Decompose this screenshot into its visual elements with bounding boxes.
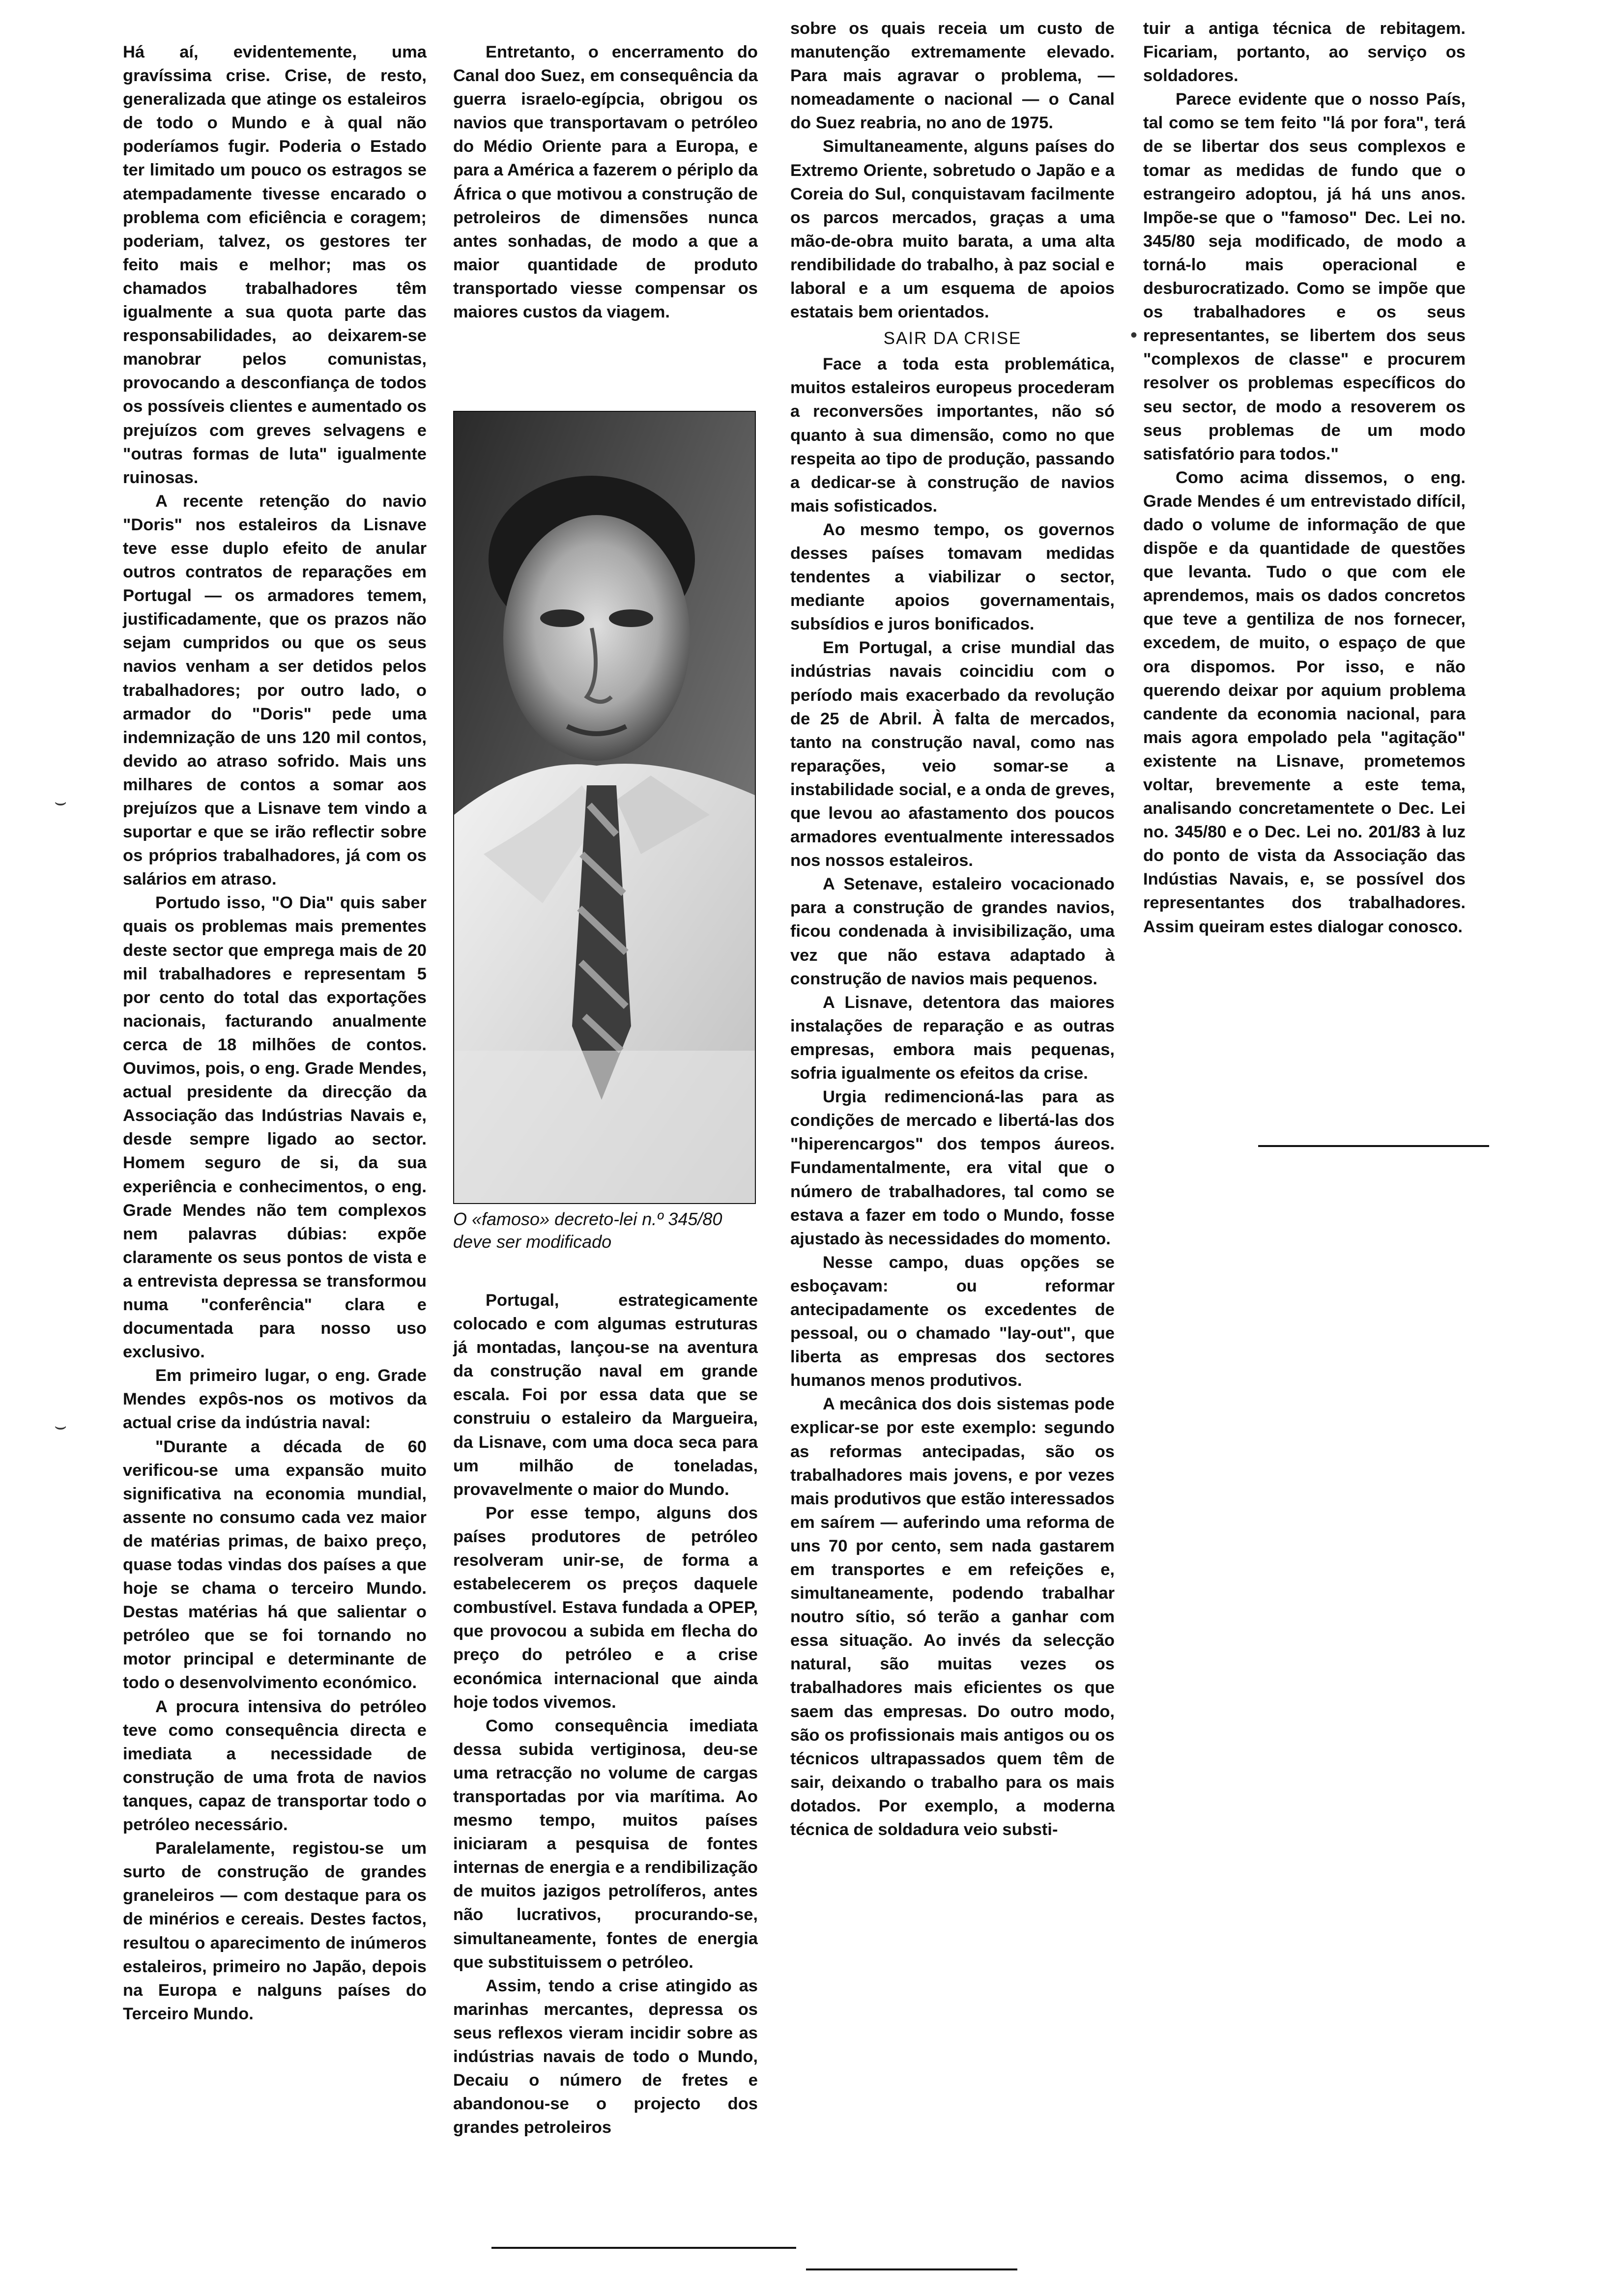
paragraph: A procura intensiva do petróleo teve como consequência directa e imediata a necessidade de construção de uma frota de navios tanques, capaz de transportar todo o petróleo necessário. bbox=[123, 1697, 427, 1835]
paragraph: Assim, tendo a crise atingido as marinhas mercantes, depressa os seus reflexos vieram incidir sobre as indústrias navais de todo o Mundo, Decaiu o número de fretes e abandonou-se o projecto dos grandes petroleiros bbox=[453, 1976, 758, 2137]
paragraph: Parece evidente que o nosso País, tal como se tem feito "lá por fora", terá de se libertar dos seus complexos e tomar as medidas de fundo que o estrangeiro adoptou, já há uns anos. Impõe-se que o "famoso" Dec. Lei no. 345/80 seja modificado, de modo a torná-lo mais operacional e desburocratizado. Como se impõe que os trabalhadores e os seus representantes, se libertem dos seus "complexos de classe" e procurem resolver os problemas específicos do seu sector, de modo a resoverem os seus problemas de um modo satisfatório para todos." bbox=[1143, 90, 1466, 463]
paragraph: Face a toda esta problemática, muitos estaleiros europeus procederam a reconversões importantes, não só quanto à sua dimensão, como no que respeita ao tipo de produção, passando a dedicar-se à construção de navios mais sofisticados. bbox=[790, 355, 1115, 516]
paragraph: A mecânica dos dois sistemas pode explicar-se por este exemplo: segundo as reformas antecipadas, são os trabalhadores mais jovens, e por vezes mais produtivos que estão interessados em saírem — auferindo uma reforma de uns 70 por cento, sem nada gastarem em transportes e em refeições e, simultaneamente, podendo trabalhar noutro sítio, só terão a ganhar com essa situação. Ao invés da selecção natural, são muitas vezes os trabalhadores mais eficientes os que saem das empresas. Do outro modo, são os profissionais mais antigos ou os técnicos ultrapassados quem têm de sair, deixando o trabalho para os mais dotados. Por exemplo, a moderna técnica de soldadura veio substi- bbox=[790, 1395, 1115, 1839]
paragraph: Em primeiro lugar, o eng. Grade Mendes expôs-nos os motivos da actual crise da indústria naval: bbox=[123, 1366, 427, 1433]
margin-mark: • bbox=[1130, 324, 1138, 346]
paragraph: Paralelamente, registou-se um surto de construção de grandes graneleiros — com destaque para os de minérios e cereais. Destes factos, resultou o aparecimento de inúmeros estaleiros, primeiro no Japão, depois na Europa e nalguns países do Terceiro Mundo. bbox=[123, 1839, 427, 2023]
portrait-photo-graphic bbox=[454, 412, 755, 1203]
article-column-4 bbox=[1143, 17, 1466, 939]
margin-mark: ⌣ bbox=[54, 791, 67, 813]
paragraph: Portudo isso, "O Dia" quis saber quais os problemas mais prementes deste sector que emprega mais de 20 mil trabalhadores e representam 5 por cento do total das exportações nacionais, facturando anualmente cerca de 18 milhões de contos. Ouvimos, pois, o eng. Grade Mendes, actual presidente da direcção da Associação das Indústrias Navais e, desde sempre ligado ao sector. Homem seguro de si, da sua experiência e conhecimentos, o eng. Grade Mendes não tem complexos nem palavras dúbias: expõe claramente os seus pontos de vista e a entrevista depressa se transformou numa "conferência" clara e documentada para nosso uso exclusivo. bbox=[123, 893, 427, 1362]
portrait-photo bbox=[453, 411, 756, 1204]
article-column-2-bottom bbox=[453, 1289, 758, 2139]
article-column-3 bbox=[790, 17, 1115, 1841]
paragraph: A recente retenção do navio "Doris" nos estaleiros da Lisnave teve esse duplo efeito de anular outros contratos de reparações em Portugal — os armadores temem, justificadamente, que os prazos não sejam cumpridos ou que os seus navios venham a ser detidos pelos trabalhadores; por outro lado, o armador do "Doris" pede uma indemnização de uns 120 mil contos, devido ao atraso sofrido. Mais uns milhares de contos a somar aos prejuízos que a Lisnave tem vindo a suportar e que se irão reflectir sobre os próprios trabalhadores, já com os salários em atraso. bbox=[123, 491, 427, 889]
bottom-rule bbox=[806, 2268, 1017, 2270]
paragraph: Por esse tempo, alguns dos países produtores de petróleo resolveram unir-se, de forma a estabelecerem os preços daquele combustível. Estava fundada a OPEP, que provocou a subida em flecha do preço do petróleo e a crise económica internacional que ainda hoje todos vivemos. bbox=[453, 1503, 758, 1712]
paragraph: A Lisnave, detentora das maiores instalações de reparação e as outras empresas, embora mais pequenas, sofria igualmente os efeitos da crise. bbox=[790, 993, 1115, 1083]
paragraph: "Durante a década de 60 verificou-se uma expansão muito significativa na economia mundial, assente no consumo cada vez maior de matérias primas, de baixo preço, quase todas vindas dos países a que hoje se chama o terceiro Mundo. Destas matérias há que salientar o petróleo que se foi tornando no motor principal e determinante de todo o desenvolvimento económico. bbox=[123, 1437, 427, 1693]
paragraph: Simultaneamente, alguns países do Extremo Oriente, sobretudo o Japão e a Coreia do Sul, conquistavam facilmente os parcos mercados, graças a uma mão-de-obra muito barata, a uma alta rendibilidade do trabalho, à paz social e laboral e a um esquema de apoios estatais bem orientados. bbox=[790, 137, 1115, 322]
section-subhead: SAIR DA CRISE bbox=[883, 329, 1022, 348]
paragraph: Há aí, evidentemente, uma gravíssima crise. Crise, de resto, generalizada que atinge os estaleiros de todo o Mundo e à qual não poderíamos fugir. Poderia o Estado ter limitado um pouco os estragos se atempadamente tivesse encarado o problema com eficiência e coragem; poderiam, talvez, os gestores ter feito mais e melhor; mas os chamados trabalhadores têm igualmente a sua quota parte das responsabilidades, ao deixarem-se manobrar pelos comunistas, provocando a desconfiança de todos os possíveis clientes e aumentado os prejuízos com greves selvagens e "outras formas de luta" igualmente ruinosas. bbox=[123, 43, 427, 487]
column-end-rule bbox=[1258, 1145, 1489, 1147]
paragraph: Em Portugal, a crise mundial das indústrias navais coincidiu com o período mais exacerbado da revolução de 25 de Abril. À falta de mercados, tanto na construção naval, como nas reparações, veio somar-se a instabilidade social, e a onda de greves, que levou ao afastamento dos poucos armadores eventualmente interessados nos nossos estaleiros. bbox=[790, 638, 1115, 870]
photo-caption: O «famoso» decreto-lei n.º 345/80 deve ser modificado bbox=[453, 1209, 722, 1252]
article-column-2-top bbox=[453, 40, 758, 324]
paragraph: tuir a antiga técnica de rebitagem. Ficariam, portanto, ao serviço os soldadores. bbox=[1143, 19, 1466, 86]
bottom-rule bbox=[491, 2247, 796, 2249]
paragraph: Ao mesmo tempo, os governos desses países tomavam medidas tendentes a viabilizar o sector, mediante apoios governamentais, subsídios e juros bonificados. bbox=[790, 520, 1115, 634]
paragraph: Urgia redimencioná-las para as condições de mercado e libertá-las dos "hiperencargos" dos tempos áureos. Fundamentalmente, era vital que o número de trabalhadores, tal como se estava a fazer em todo o Mundo, fosse ajustado às necessidades do momento. bbox=[790, 1088, 1115, 1248]
paragraph: Como consequência imediata dessa subida vertiginosa, deu-se uma retracção no volume de cargas transportadas por via marítima. Ao mesmo tempo, muitos países iniciaram a pesquisa de fontes internas de energia e a rendibilização de muitos jazigos petrolíferos, antes não lucrativos, procurando-se, simultaneamente, fontes de energia que substituissem o petróleo. bbox=[453, 1716, 758, 1972]
paragraph: Nesse campo, duas opções se esboçavam: ou reformar antecipadamente os excedentes de pessoal, ou o chamado "lay-out", que liberta as empresas dos sectores humanos menos produtivos. bbox=[790, 1253, 1115, 1390]
paragraph: Entretanto, o encerramento do Canal doo Suez, em consequência da guerra israelo-egípcia, obrigou os navios que transportavam o petróleo do Médio Oriente para a Europa, e para a América a fazerem o périplo da África o que motivou a construção de petroleiros de dimensões nunca antes sonhadas, de modo a que a maior quantidade de produto transportado viesse compensar os maiores custos da viagem. bbox=[453, 43, 758, 322]
margin-mark: ⌣ bbox=[54, 1415, 67, 1437]
paragraph: A Setenave, estaleiro vocacionado para a construção de grandes navios, ficou condenada à invisibilização, uma vez que não estava adaptado à construção de navios mais pequenos. bbox=[790, 875, 1115, 988]
paragraph: Portugal, estrategicamente colocado e com algumas estruturas já montadas, lançou-se na aventura da construção naval em grande escala. Foi por essa data que se construiu o estaleiro da Margueira, da Lisnave, com uma doca seca para um milhão de toneladas, provavelmente o maior do Mundo. bbox=[453, 1291, 758, 1499]
paragraph: sobre os quais receia um custo de manutenção extremamente elevado. Para mais agravar o problema, — nomeadamente o nacional — o Canal do Suez reabria, no ano de 1975. bbox=[790, 19, 1115, 133]
paragraph: Como acima dissemos, o eng. Grade Mendes é um entrevistado difícil, dado o volume de informação de que dispõe e da quantidade de questões que levanta. Tudo o que com ele aprendemos, mais os dados concretos que teve a gentiliza de nos fornecer, excedem, de muito, o espaço de que ora dispomos. Por isso, e não querendo deixar por aquium problema candente da economia nacional, para mais agora empolado pela "agitação" existente na Lisnave, prometemos voltar, brevemente a este tema, analisando concretamentete o Dec. Lei no. 345/80 e o Dec. Lei no. 201/83 à luz do ponto de vista da Associação das Indústias Navais, e, se possível dos representantes dos trabalhadores. Assim queiram estes dialogar conosco. bbox=[1143, 468, 1466, 936]
article-column-1 bbox=[123, 40, 427, 2026]
